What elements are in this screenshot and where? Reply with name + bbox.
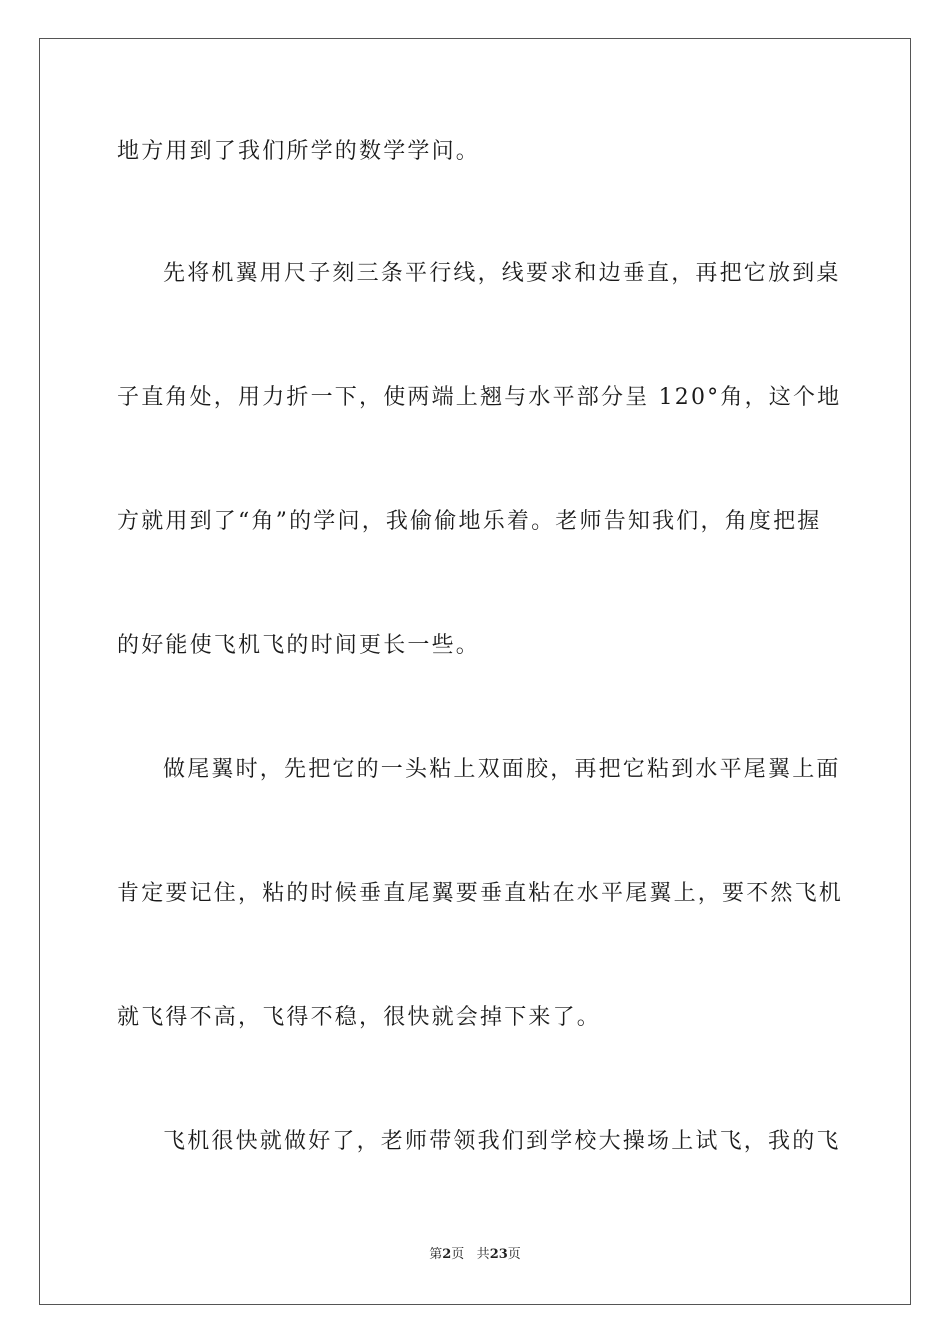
page-border <box>39 38 911 1305</box>
paragraph-start-line-2: 先将机翼用尺子刻三条平行线，线要求和边垂直，再把它放到桌 <box>163 261 841 286</box>
footer-total-pages: 23 <box>489 1247 508 1262</box>
text-line-1: 地方用到了我们所学的数学学问。 <box>117 139 481 164</box>
text-line-7: 肯定要记住，粘的时候垂直尾翼要垂直粘在水平尾翼上，要不然飞机 <box>117 881 844 906</box>
paragraph-start-line-6: 做尾翼时，先把它的一头粘上双面胶，再把它粘到水平尾翼上面 <box>163 757 841 782</box>
footer-total-suffix: 页 <box>507 1247 521 1262</box>
page-footer <box>0 1246 950 1264</box>
text-line-8: 就飞得不高，飞得不稳，很快就会掉下来了。 <box>117 1005 602 1030</box>
footer-total-prefix: 共 <box>476 1247 490 1262</box>
paragraph-start-line-9: 飞机很快就做好了，老师带领我们到学校大操场上试飞，我的飞 <box>163 1129 841 1154</box>
footer-page-suffix: 页 <box>451 1247 465 1262</box>
text-line-4: 方就用到了“角”的学问，我偷偷地乐着。老师告知我们，角度把握 <box>117 509 822 534</box>
text-line-5: 的好能使飞机飞的时间更长一些。 <box>117 633 481 658</box>
text-line-3: 子直角处，用力折一下，使两端上翘与水平部分呈 120°角，这个地 <box>117 385 842 410</box>
footer-page-prefix: 第 <box>429 1247 443 1262</box>
footer-page-number: 2 <box>442 1247 452 1262</box>
